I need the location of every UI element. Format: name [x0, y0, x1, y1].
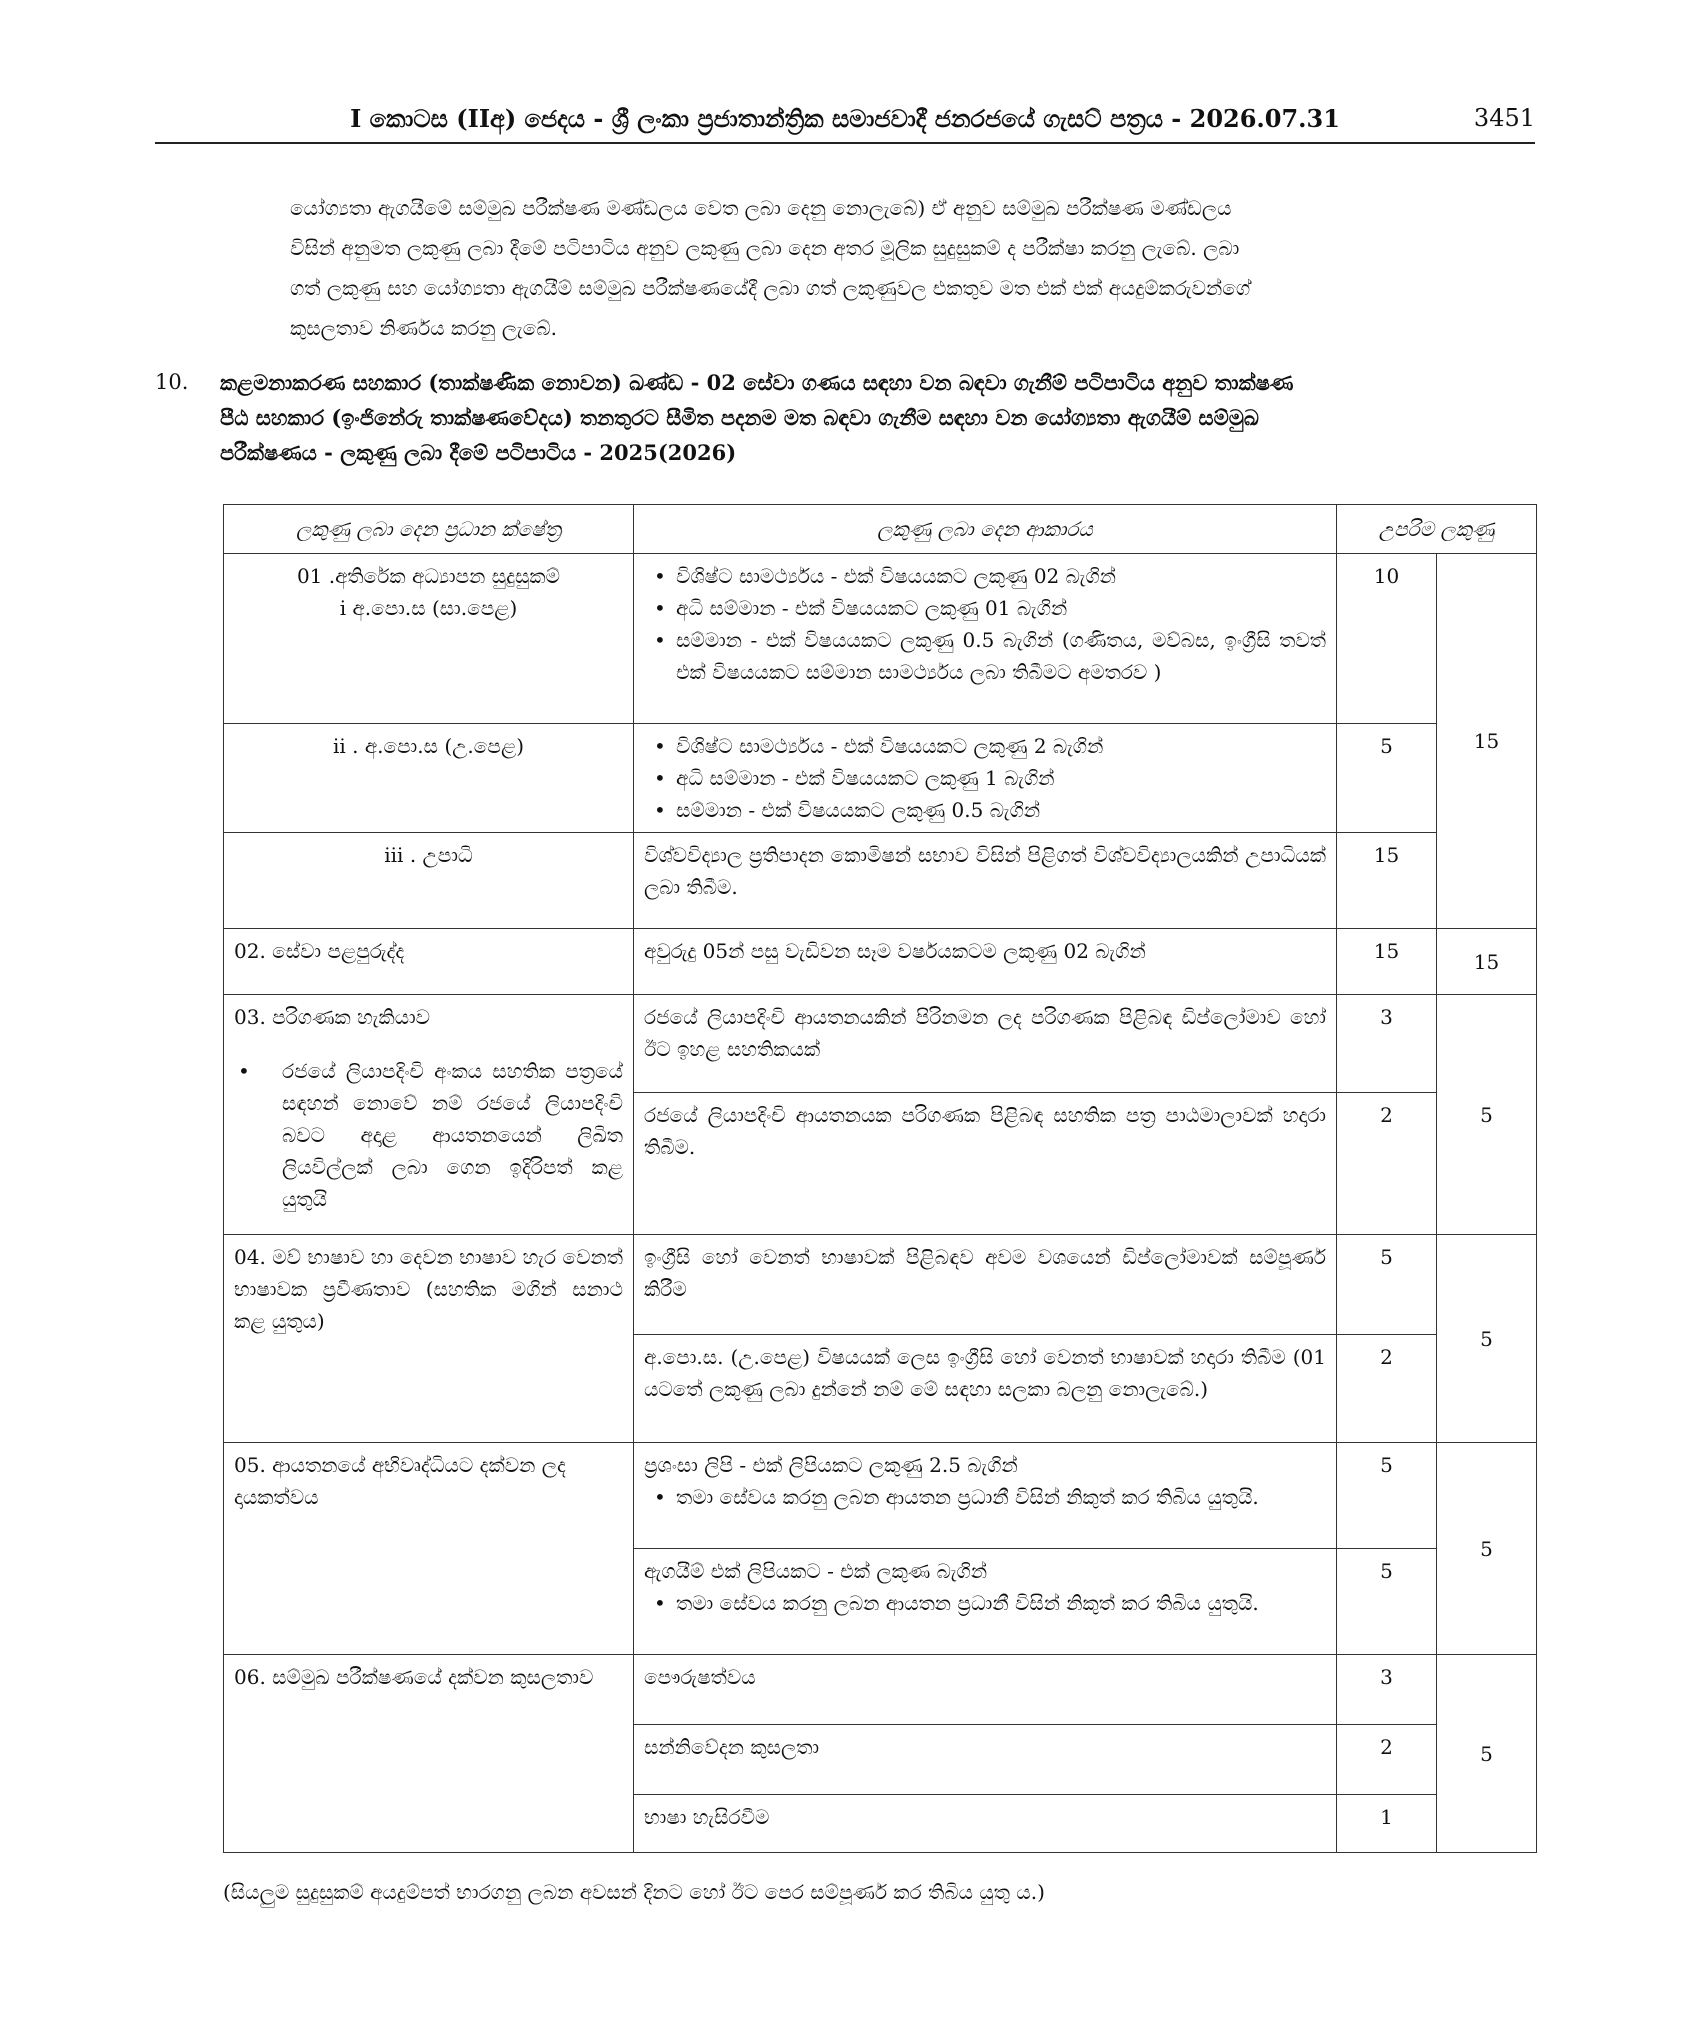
table-row [224, 1235, 1537, 1335]
list-item: • විශිෂ්ට සාමර්ථ්‍යය - එක් විෂයයකට ලකුණු 02 බැගින් [676, 560, 1326, 592]
table-row [224, 833, 1537, 929]
table-header-row [224, 505, 1537, 554]
field-cell: 06. සම්මුඛ පරීක්ෂණයේ දක්වන කුසලතාව [224, 1655, 634, 1853]
field-cell: ii . අ.පො.ස (උ.පෙළ) [224, 724, 634, 833]
max-cell: 2 [1337, 1725, 1437, 1795]
gazette-title: I කොටස (IIඅ) ජෙදය - ශ්‍රී ලංකා ප්‍රජාතාන්ත්‍රික සමාජවාදී ජනරජයේ ගැසට් පත්‍රය - 2026.07.31 [350, 104, 1340, 133]
list-item: • තමා සේවය කරනු ලබන ආයතන ප්‍රධානී විසින් නිකුත් කර තිබිය යුතුයි. [676, 1587, 1326, 1619]
group-total-cell: 5 [1437, 995, 1537, 1235]
field-cell: 04. මව් භාෂාව හා දෙවන භාෂාව හැර වෙනත් භාෂාවක ප්‍රවීණතාව (සහතික මගින් සනාථ කළ යුතුය) [224, 1235, 634, 1443]
method-cell [634, 554, 1337, 724]
list-item: • සම්මාන - එක් විෂයයකට ලකුණු 0.5 බැගින් (ගණිතය, මව්බස, ඉංග්‍රීසි තවත් එක් විෂයයකට සම්මාන සාමර්ථ්‍යය ලබා තිබීමට අමතරව ) [676, 624, 1326, 688]
group-total-cell: 5 [1437, 1235, 1537, 1443]
max-cell: 15 [1337, 929, 1437, 995]
field-cell [224, 995, 634, 1235]
max-cell: 5 [1337, 1549, 1437, 1655]
method-cell [634, 724, 1337, 833]
method-cell: පෞරුෂත්වය [634, 1655, 1337, 1725]
header-max: උපරිම ලකුණු [1337, 505, 1537, 554]
list-item: • සම්මාන - එක් විෂයයකට ලකුණු 0.5 බැගින් [676, 794, 1326, 826]
max-cell: 1 [1337, 1795, 1437, 1853]
method-list [644, 1481, 1326, 1513]
method-cell: රජයේ ලියාපදිංචි ආයතනයකින් පිරිනමන ලද පරිගණක පිළිබඳ ඩිප්ලෝමාව හෝ ඊට ඉහළ සහතිකයක් [634, 995, 1337, 1093]
max-cell: 2 [1337, 1335, 1437, 1443]
table-row [224, 554, 1537, 724]
field-cell: 05. ආයතනයේ අභිවෘද්ධියට දක්වන ලද දායකත්වය [224, 1443, 634, 1655]
section-title-line: පරීක්ෂණය - ලකුණු ලබා දීමේ පටිපාටිය - 2025(2026) [220, 440, 737, 465]
header-method: ලකුණු ලබා දෙන ආකාරය [634, 505, 1337, 554]
max-cell: 3 [1337, 995, 1437, 1093]
method-cell: විශ්වවිද්‍යාල ප්‍රතිපාදන කොමිෂන් සභාව විසින් පිළිගත් විශ්වවිද්‍යාලයකින් උපාධියක් ලබා තිබීම. [634, 833, 1337, 929]
method-cell: රජයේ ලියාපදිංචි ආයතනයක පරිගණක පිළිබඳ සහතික පත්‍ර පාඨමාලාවක් හදාරා තිබීම. [634, 1093, 1337, 1235]
max-cell: 15 [1337, 833, 1437, 929]
section-heading [155, 365, 1535, 470]
field-cell: iii . උපාධි [224, 833, 634, 929]
method-cell: සන්නිවේදන කුසලතා [634, 1725, 1337, 1795]
page-header [155, 100, 1535, 144]
table-row [224, 995, 1537, 1093]
header-field: ලකුණු ලබා දෙන ප්‍රධාන ක්ෂේත්‍ර [224, 505, 634, 554]
intro-line: කුසලතාව නිර්ණය කරනු ලැබේ. [290, 316, 557, 340]
max-cell: 3 [1337, 1655, 1437, 1725]
table-row [224, 1443, 1537, 1549]
method-text: ඇගයීම් එක් ලිපියකට - එක් ලකුණ බැගින් [644, 1559, 988, 1583]
max-cell: 10 [1337, 554, 1437, 724]
field-text: 01 .අතිරේක අධ්‍යාපන සුදුසුකම් [296, 564, 561, 588]
marks-table [223, 504, 1537, 1853]
method-list [644, 730, 1326, 826]
field-cell: 02. සේවා පළපුරුද්ද [224, 929, 634, 995]
method-cell [634, 1443, 1337, 1549]
max-cell: 5 [1337, 724, 1437, 833]
page-number: 3451 [1473, 104, 1535, 132]
group-total-cell: 5 [1437, 1443, 1537, 1655]
section-title-line: පීඨ සහකාර (ඉංජිනේරු තාක්ෂණවේදය) තනතුරට සීමිත පදනම මත බඳවා ගැනීම සඳහා වන යෝග්‍යතා ඇගයීම් සම්මුඛ [220, 405, 1259, 430]
method-list [644, 1587, 1326, 1619]
section-title-line: කළමනාකරණ සහකාර (තාක්ෂණික නොවන) ඛණ්ඩ - 02 සේවා ගණය සඳහා වන බඳවා ගැනීම් පටිපාටිය අනුව තාක්ෂණ [220, 370, 1294, 395]
method-cell [634, 1549, 1337, 1655]
field-text: i අ.පො.ස (සා.පෙළ) [339, 596, 518, 620]
method-cell: භාෂා හැසිරවීම [634, 1795, 1337, 1853]
list-item: • අධි සම්මාන - එක් විෂයයකට ලකුණු 1 බැගින් [676, 762, 1326, 794]
field-cell [224, 554, 634, 724]
table-row [224, 929, 1537, 995]
intro-line: යෝග්‍යතා ඇගයීමේ සම්මුඛ පරීක්ෂණ මණ්ඩලය වෙත ලබා දෙනු නොලැබේ) ඒ අනුව සම්මුඛ පරීක්ෂණ මණ්ඩලය [290, 196, 1232, 220]
field-note: • රජයේ ලියාපදිංචි අංකය සහතික පත්‍රයේ සඳහන් නොවේ නම් රජයේ ලියාපදිංචි බවට අදාළ ආයතනයෙන් ලිඛිත ලියවිල්ලක් ලබා ගෙන ඉදිරිපත් කළ යුතුයි [234, 1055, 623, 1215]
method-cell: ඉංග්‍රීසි හෝ වෙනත් භාෂාවක් පිළිබඳව අවම වශයෙන් ඩිප්ලෝමාවක් සම්පූර්ණ කිරීම [634, 1235, 1337, 1335]
list-item: • විශිෂ්ට සාමර්ථ්‍යය - එක් විෂයයකට ලකුණු 2 බැගින් [676, 730, 1326, 762]
method-text: ප්‍රශංසා ලිපි - එක් ලිපියකට ලකුණු 2.5 බැගින් [644, 1453, 1018, 1477]
intro-paragraph [290, 188, 1535, 348]
max-cell: 5 [1337, 1235, 1437, 1335]
method-list [644, 560, 1326, 688]
section-number: 10. [155, 370, 189, 394]
intro-line: ගත් ලකුණු සහ යෝග්‍යතා ඇගයීම් සම්මුඛ පරීක්ෂණයේදී ලබා ගත් ලකුණුවල එකතුව මත එක් එක් අයදුම්කරුවන්ගේ [290, 276, 1251, 300]
group-total-cell: 15 [1437, 929, 1537, 995]
field-text: 03. පරිගණක හැකියාව [234, 1005, 431, 1029]
method-cell: අවුරුදු 05න් පසු වැඩිවන සෑම වර්ෂයකටම ලකුණු 02 බැගින් [634, 929, 1337, 995]
table-footnote: (සියලුම සුදුසුකම් අයදුම්පත් භාරගනු ලබන අවසන් දිනට හෝ ඊට පෙර සම්පූර්ණ කර තිබිය යුතු ය.) [223, 1880, 1045, 1904]
list-item: • තමා සේවය කරනු ලබන ආයතන ප්‍රධානී විසින් නිකුත් කර තිබිය යුතුයි. [676, 1481, 1326, 1513]
method-cell: අ.පො.ස. (උ.පෙළ) විෂයයක් ලෙස ඉංග්‍රීසි හෝ වෙනත් භාෂාවක් හදාරා තිබීම (01 යටතේ ලකුණු ලබා දුන්නේ නම් මේ සඳහා සලකා බලනු නොලැබේ.) [634, 1335, 1337, 1443]
max-cell: 2 [1337, 1093, 1437, 1235]
list-item: • අධි සම්මාන - එක් විෂයයකට ලකුණු 01 බැගින් [676, 592, 1326, 624]
table-row [224, 1655, 1537, 1725]
table-row [224, 724, 1537, 833]
intro-line: විසින් අනුමත ලකුණු ලබා දීමේ පටිපාටිය අනුව ලකුණු ලබා දෙන අතර මූලික සුදුසුකම් ද පරීක්ෂා කරනු ලැබේ. ලබා [290, 236, 1240, 260]
max-cell: 5 [1337, 1443, 1437, 1549]
section-title [220, 365, 1535, 470]
group-total-cell: 15 [1437, 554, 1537, 929]
group-total-cell: 5 [1437, 1655, 1537, 1853]
